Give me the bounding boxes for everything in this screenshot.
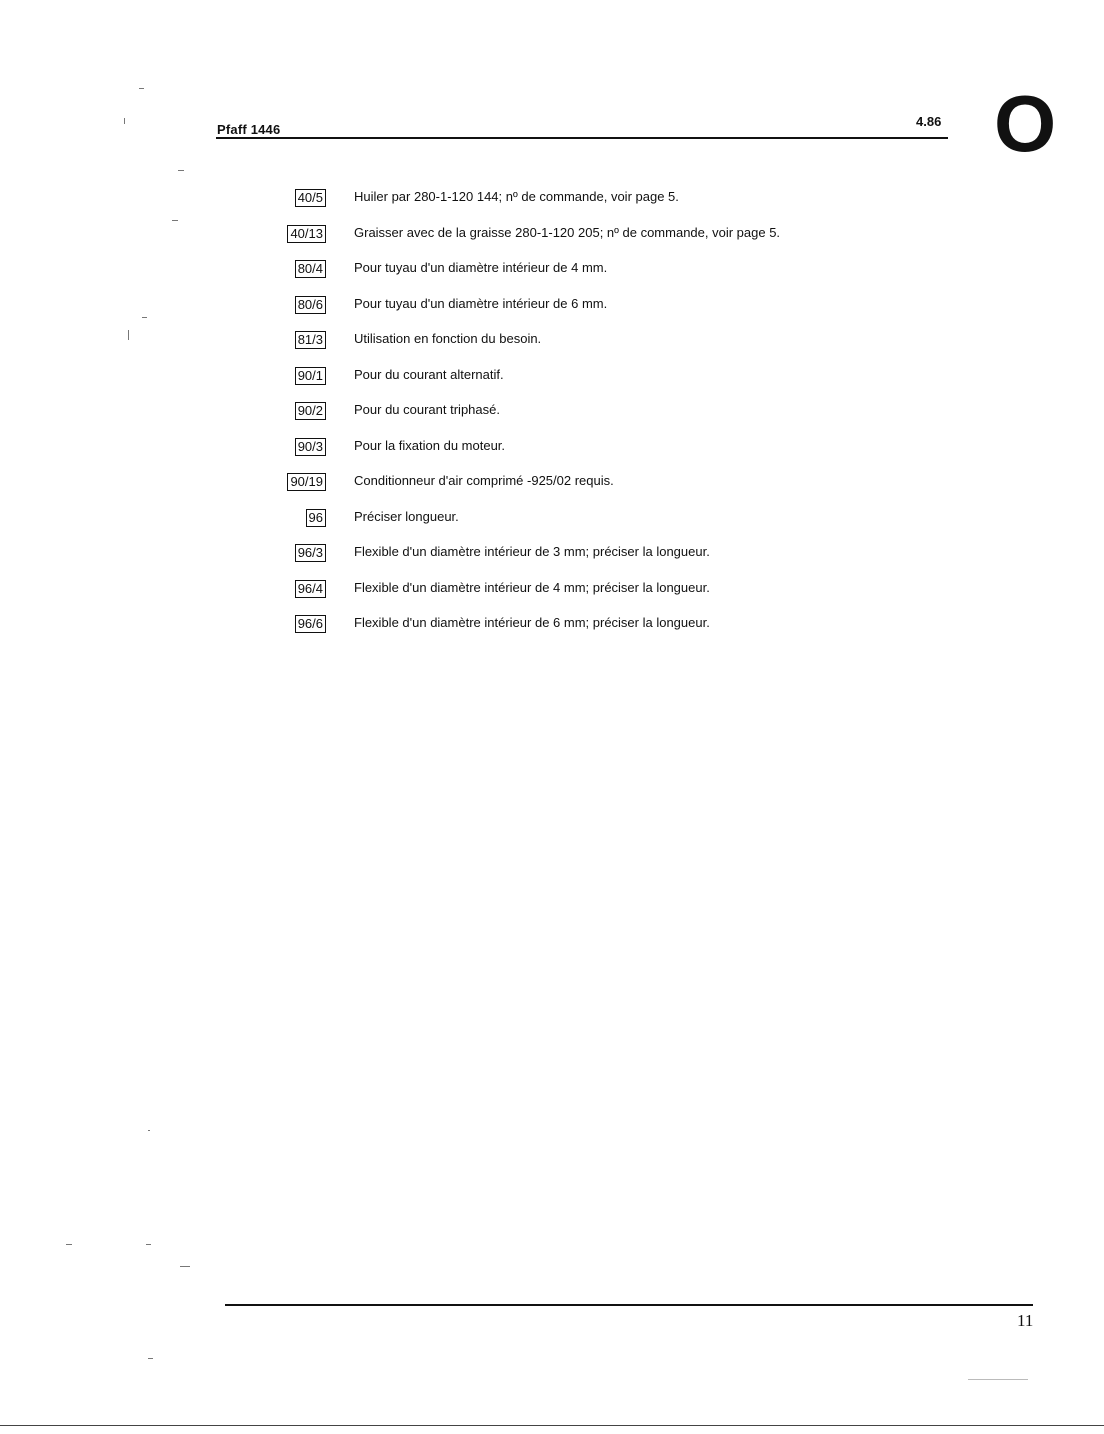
document-title: Pfaff 1446	[217, 122, 281, 137]
entry-text: Graisser avec de la graisse 280-1-120 205; nº de commande, voir page 5.	[354, 224, 781, 240]
scan-speck	[968, 1379, 1028, 1380]
list-item	[0, 185, 1104, 221]
list-item	[0, 540, 1104, 576]
header-rule	[216, 137, 948, 139]
scan-edge-line	[0, 1425, 1104, 1426]
entry-text: Pour la fixation du moteur.	[354, 437, 506, 453]
list-item	[0, 434, 1104, 470]
entry-text: Flexible d'un diamètre intérieur de 4 mm; préciser la longueur.	[354, 579, 710, 595]
code-box: 90/19	[287, 473, 326, 491]
entry-text: Pour du courant triphasé.	[354, 402, 500, 417]
page-number: 11	[1017, 1311, 1034, 1330]
code-box: 81/3	[295, 331, 326, 349]
list-item	[0, 327, 1104, 363]
entry-text: Pour tuyau d'un diamètre intérieur de 4 mm.	[354, 260, 608, 275]
scan-speck	[172, 220, 178, 221]
list-item	[0, 398, 1104, 434]
scan-speck	[180, 1266, 190, 1267]
list-item	[0, 469, 1104, 505]
entry-text: Préciser longueur.	[354, 508, 459, 524]
entry-text: Pour du courant alternatif.	[354, 366, 504, 382]
list-item	[0, 611, 1104, 647]
code-box: 90/2	[295, 402, 326, 420]
section-letter: O	[994, 79, 1055, 168]
document-date: 4.86	[916, 114, 942, 129]
code-box: 96/6	[295, 615, 326, 633]
entry-text: Huiler par 280-1-120 144; nº de commande, voir page 5.	[354, 189, 679, 204]
code-box: 90/3	[295, 438, 326, 456]
list-item	[0, 256, 1104, 292]
scan-speck	[139, 88, 144, 89]
code-box: 40/13	[287, 225, 326, 243]
list-item	[0, 292, 1104, 328]
code-box: 96/4	[295, 580, 326, 598]
scan-speck	[142, 317, 147, 318]
scan-speck	[148, 1130, 150, 1131]
code-box: 90/1	[295, 367, 326, 385]
entry-text: Flexible d'un diamètre intérieur de 6 mm; préciser la longueur.	[354, 615, 710, 630]
list-item	[0, 576, 1104, 612]
scan-speck	[124, 118, 125, 124]
code-box: 40/5	[295, 189, 326, 207]
entry-text: Pour tuyau d'un diamètre intérieur de 6 mm.	[354, 295, 608, 311]
list-item	[0, 505, 1104, 541]
scan-speck	[148, 1358, 153, 1359]
entry-text: Utilisation en fonction du besoin.	[354, 331, 542, 346]
scan-speck	[178, 170, 184, 171]
list-item	[0, 221, 1104, 257]
code-box: 80/6	[295, 296, 326, 314]
entry-list	[0, 185, 1104, 647]
scan-speck	[146, 1244, 151, 1245]
code-box: 96	[306, 509, 326, 527]
code-box: 80/4	[295, 260, 326, 278]
entry-text: Flexible d'un diamètre intérieur de 3 mm; préciser la longueur.	[354, 544, 710, 559]
list-item	[0, 363, 1104, 399]
footer-rule	[225, 1304, 1033, 1306]
entry-text: Conditionneur d'air comprimé -925/02 requis.	[354, 473, 614, 488]
code-box: 96/3	[295, 544, 326, 562]
scan-speck	[66, 1244, 72, 1245]
scan-speck	[128, 330, 129, 340]
